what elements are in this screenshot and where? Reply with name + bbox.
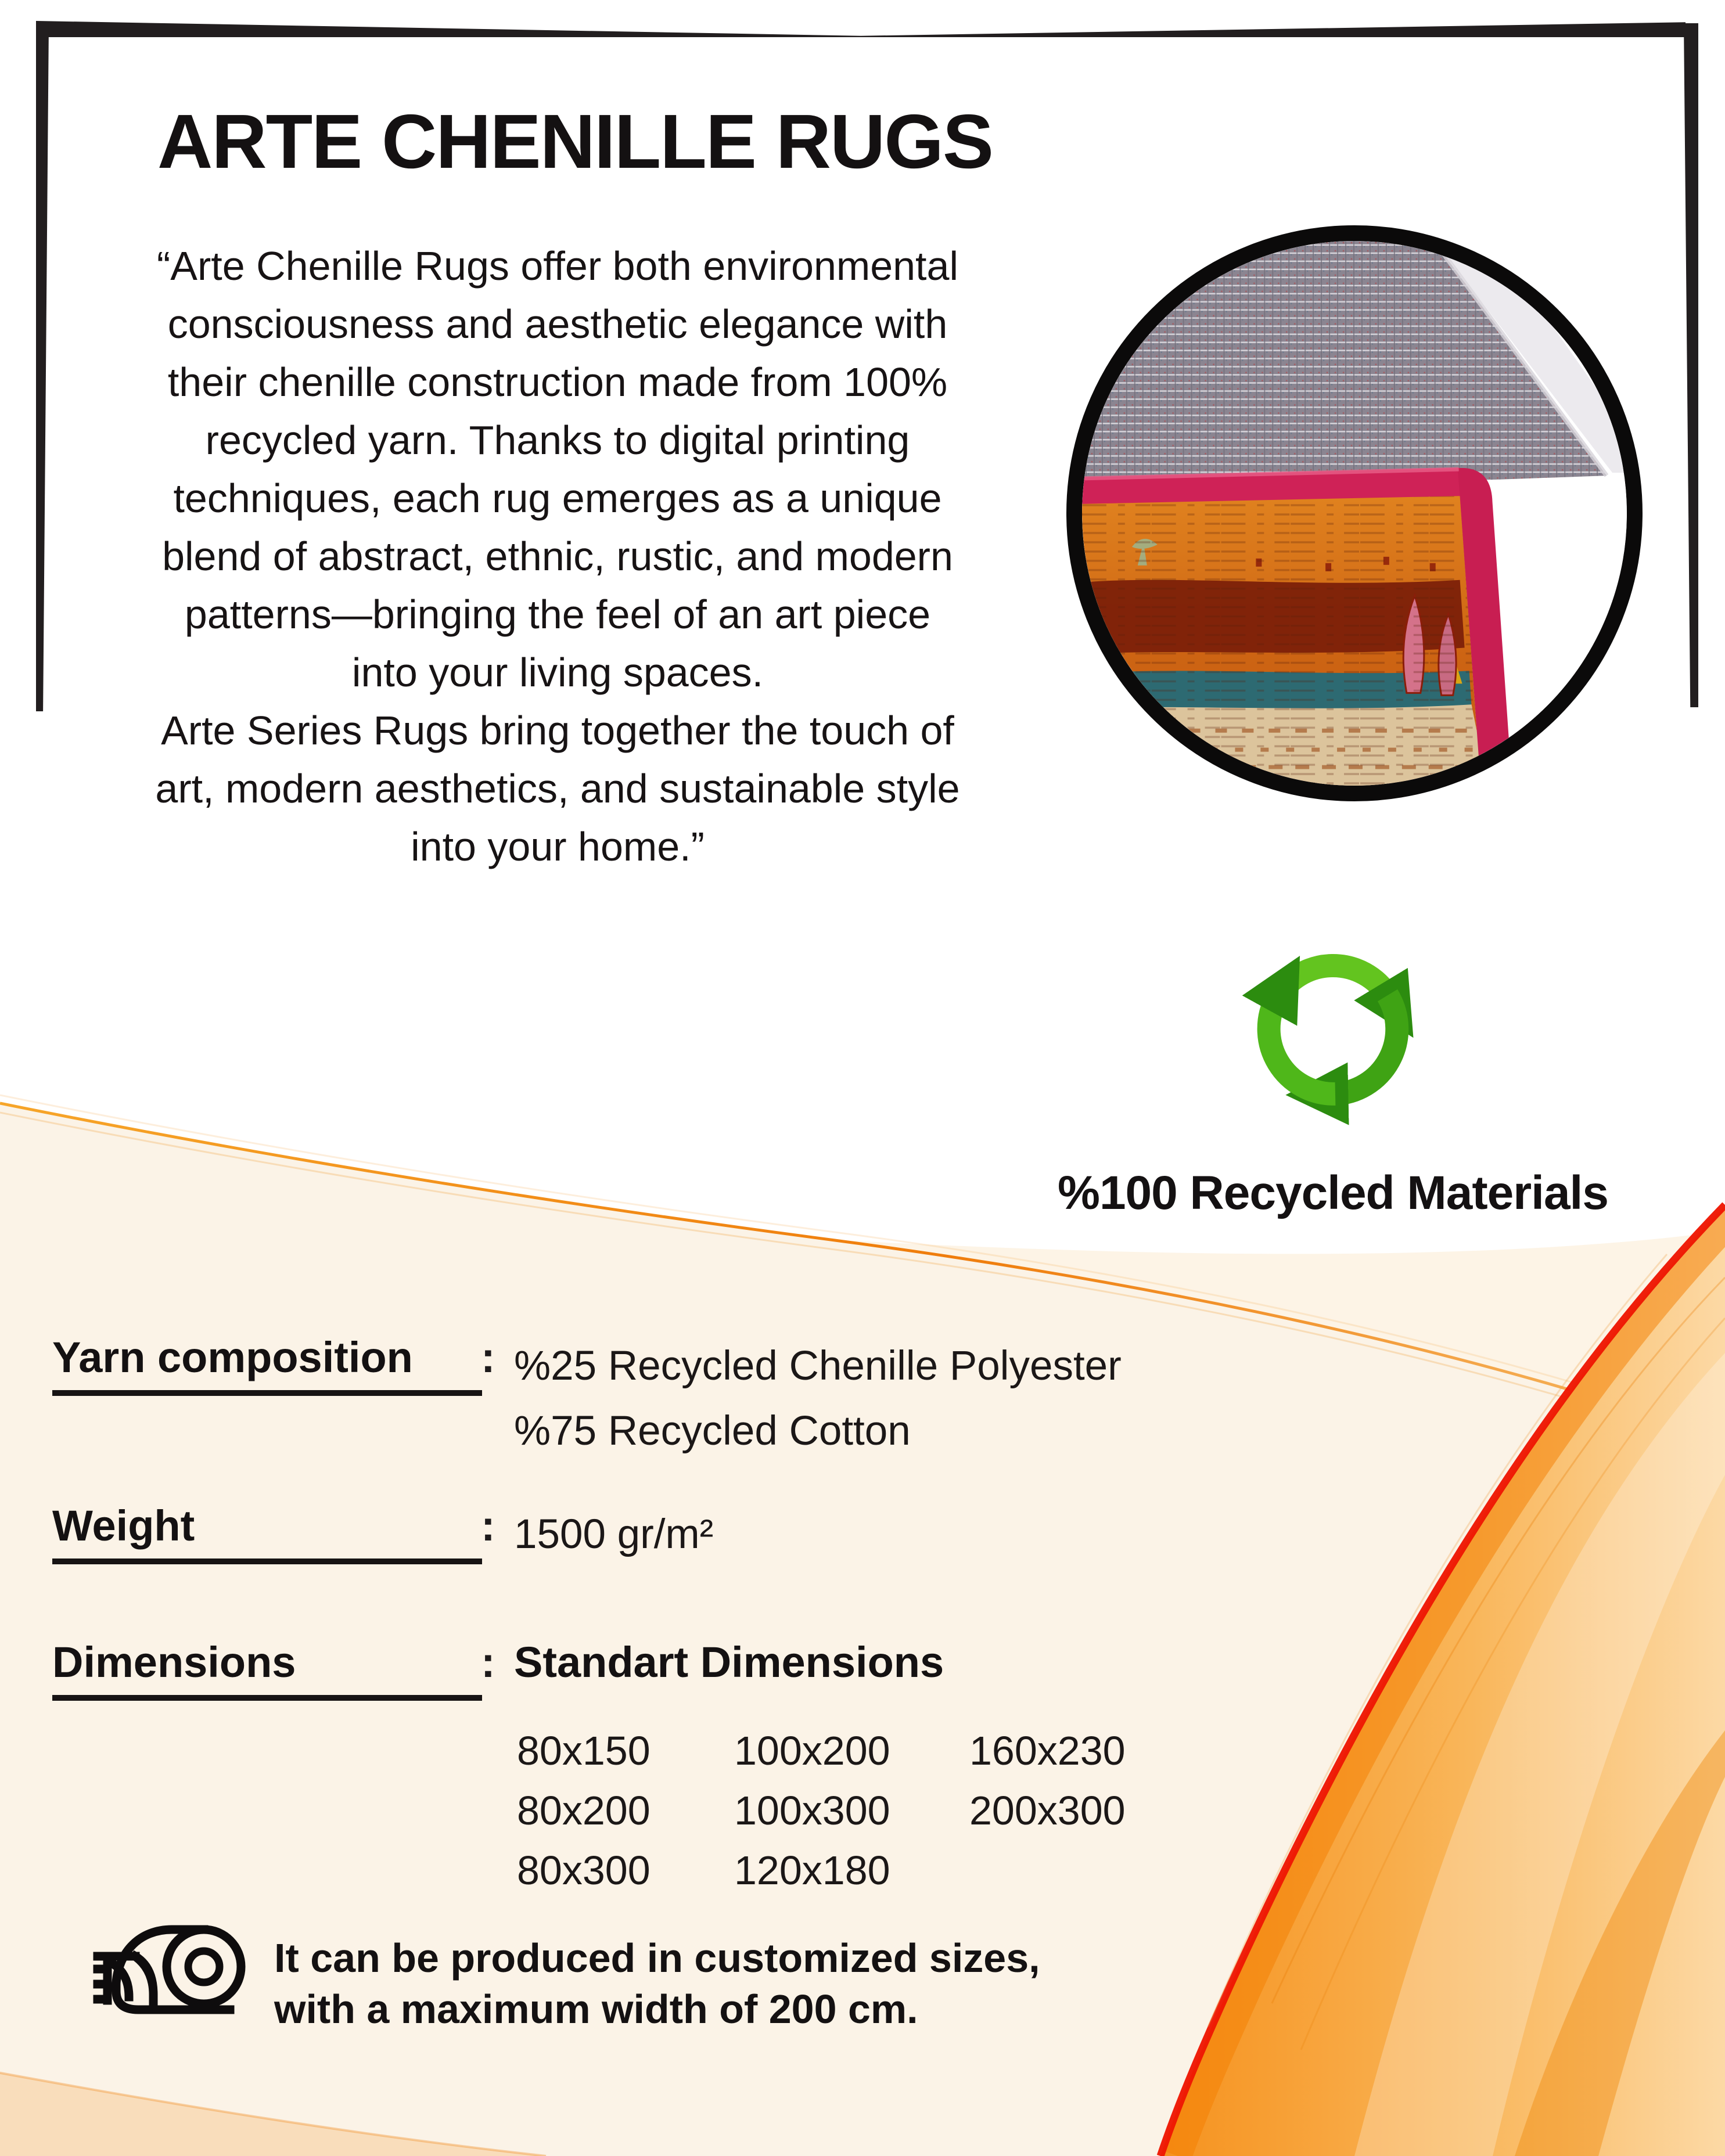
spec-colon: : (481, 1638, 495, 1686)
spec-label: Dimensions (52, 1637, 482, 1701)
quote-line: recycled yarn. Thanks to digital printing (205, 417, 910, 463)
quote-line: their chenille construction made from 100% (167, 359, 948, 405)
size-cell: 80x200 (517, 1788, 651, 1833)
spec-value: %75 Recycled Cotton (514, 1408, 911, 1454)
spec-colon: : (481, 1333, 495, 1381)
dimension-sizes-grid (517, 1727, 1219, 1907)
quote-line: Arte Series Rugs bring together the touch of (161, 708, 954, 753)
spec-value: %25 Recycled Chenille Polyester (514, 1343, 1122, 1389)
rug-photo-circle (1066, 225, 1643, 801)
size-cell: 80x150 (517, 1728, 651, 1773)
size-cell: 80x300 (517, 1848, 651, 1893)
quote-line: consciousness and aesthetic elegance with (167, 301, 948, 347)
custom-size-note (274, 1932, 1040, 2035)
size-cell: 120x180 (734, 1848, 890, 1893)
spec-row-weight (52, 1501, 1504, 1564)
standard-dimensions-heading: Standart Dimensions (514, 1638, 944, 1686)
spec-row-yarn-composition (52, 1333, 1504, 1454)
intro-quote (61, 237, 1054, 876)
spec-label: Yarn composition (52, 1333, 482, 1396)
quote-line: techniques, each rug emerges as a unique (173, 476, 942, 521)
recycle-icon (1211, 899, 1455, 1160)
size-cell: 100x200 (734, 1728, 890, 1773)
tape-measure-icon (80, 1919, 257, 2029)
spec-colon: : (481, 1502, 495, 1550)
quote-line: patterns—bringing the feel of an art piece (184, 592, 931, 637)
spec-values (514, 1334, 1122, 1464)
quote-line: into your living spaces. (351, 650, 764, 695)
size-cell: 200x300 (969, 1788, 1126, 1833)
quote-line: into your home.” (411, 824, 705, 869)
spec-values (514, 1502, 713, 1567)
quote-line: “Arte Chenille Rugs offer both environmental (156, 243, 958, 289)
note-line: with a maximum width of 200 cm. (274, 1986, 918, 2032)
quote-line: blend of abstract, ethnic, rustic, and modern (162, 534, 953, 579)
size-cell: 100x300 (734, 1788, 890, 1833)
recycled-materials-label: %100 Recycled Materials (1058, 1167, 1608, 1219)
spec-row-dimensions (52, 1637, 1504, 1701)
size-cell: 160x230 (969, 1728, 1126, 1773)
rug-corner-photo (1082, 241, 1627, 786)
note-line: It can be produced in customized sizes, (274, 1935, 1040, 1981)
quote-line: art, modern aesthetics, and sustainable style (155, 766, 960, 811)
spec-label: Weight (52, 1501, 482, 1564)
page-title: ARTE CHENILLE RUGS (157, 99, 993, 184)
spec-value: 1500 gr/m² (514, 1511, 714, 1557)
